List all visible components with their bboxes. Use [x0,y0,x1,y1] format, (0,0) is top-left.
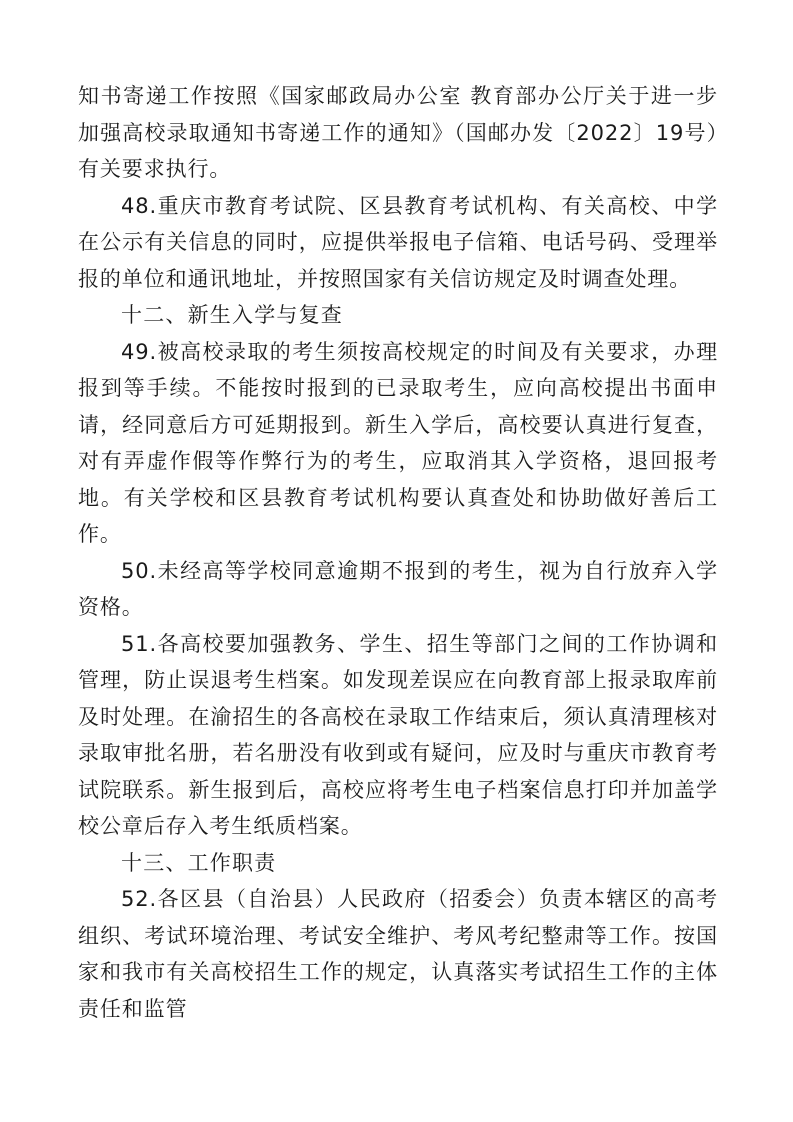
paragraph-continuation: 知书寄递工作按照《国家邮政局办公室 教育部办公厅关于进一步加强高校录取通知书寄递工作的通知》（国邮办发〔2022〕19号）有关要求执行。 [78,84,718,181]
paragraph-50: 50.未经高等学校同意逾期不报到的考生，视为自行放弃入学资格。 [78,558,718,619]
paragraph-49: 49.被高校录取的考生须按高校规定的时间及有关要求，办理报到等手续。不能按时报到的已录取考生，应向高校提出书面申请，经同意后方可延期报到。新生入学后，高校要认真进行复查，对有弄虚作假等作弊行为的考生，应取消其入学资格，退回报考地。有关学校和区县教育考试机构要认真查处和协助做好善后工作。 [78,339,718,546]
section-heading-13: 十三、工作职责 [121,850,277,875]
paragraph-52: 52.各区县（自治县）人民政府（招委会）负责本辖区的高考组织、考试环境治理、考试安全维护、考风考纪整肃等工作。按国家和我市有关高校招生工作的规定，认真落实考试招生工作的主体责任和监管 [78,887,718,1021]
paragraph-51: 51.各高校要加强教务、学生、招生等部门之间的工作协调和管理，防止误退考生档案。如发现差误应在向教育部上报录取库前及时处理。在渝招生的各高校在录取工作结束后，须认真清理核对录取审批名册，若名册没有收到或有疑问，应及时与重庆市教育考试院联系。新生报到后，高校应将考生电子档案信息打印并加盖学校公章后存入考生纸质档案。 [78,631,718,838]
document-body [78,78,718,1027]
section-heading-12: 十二、新生入学与复查 [121,303,343,327]
paragraph-48: 48.重庆市教育考试院、区县教育考试机构、有关高校、中学在公示有关信息的同时，应提供举报电子信箱、电话号码、受理举报的单位和通讯地址，并按照国家有关信访规定及时调查处理。 [78,193,718,291]
